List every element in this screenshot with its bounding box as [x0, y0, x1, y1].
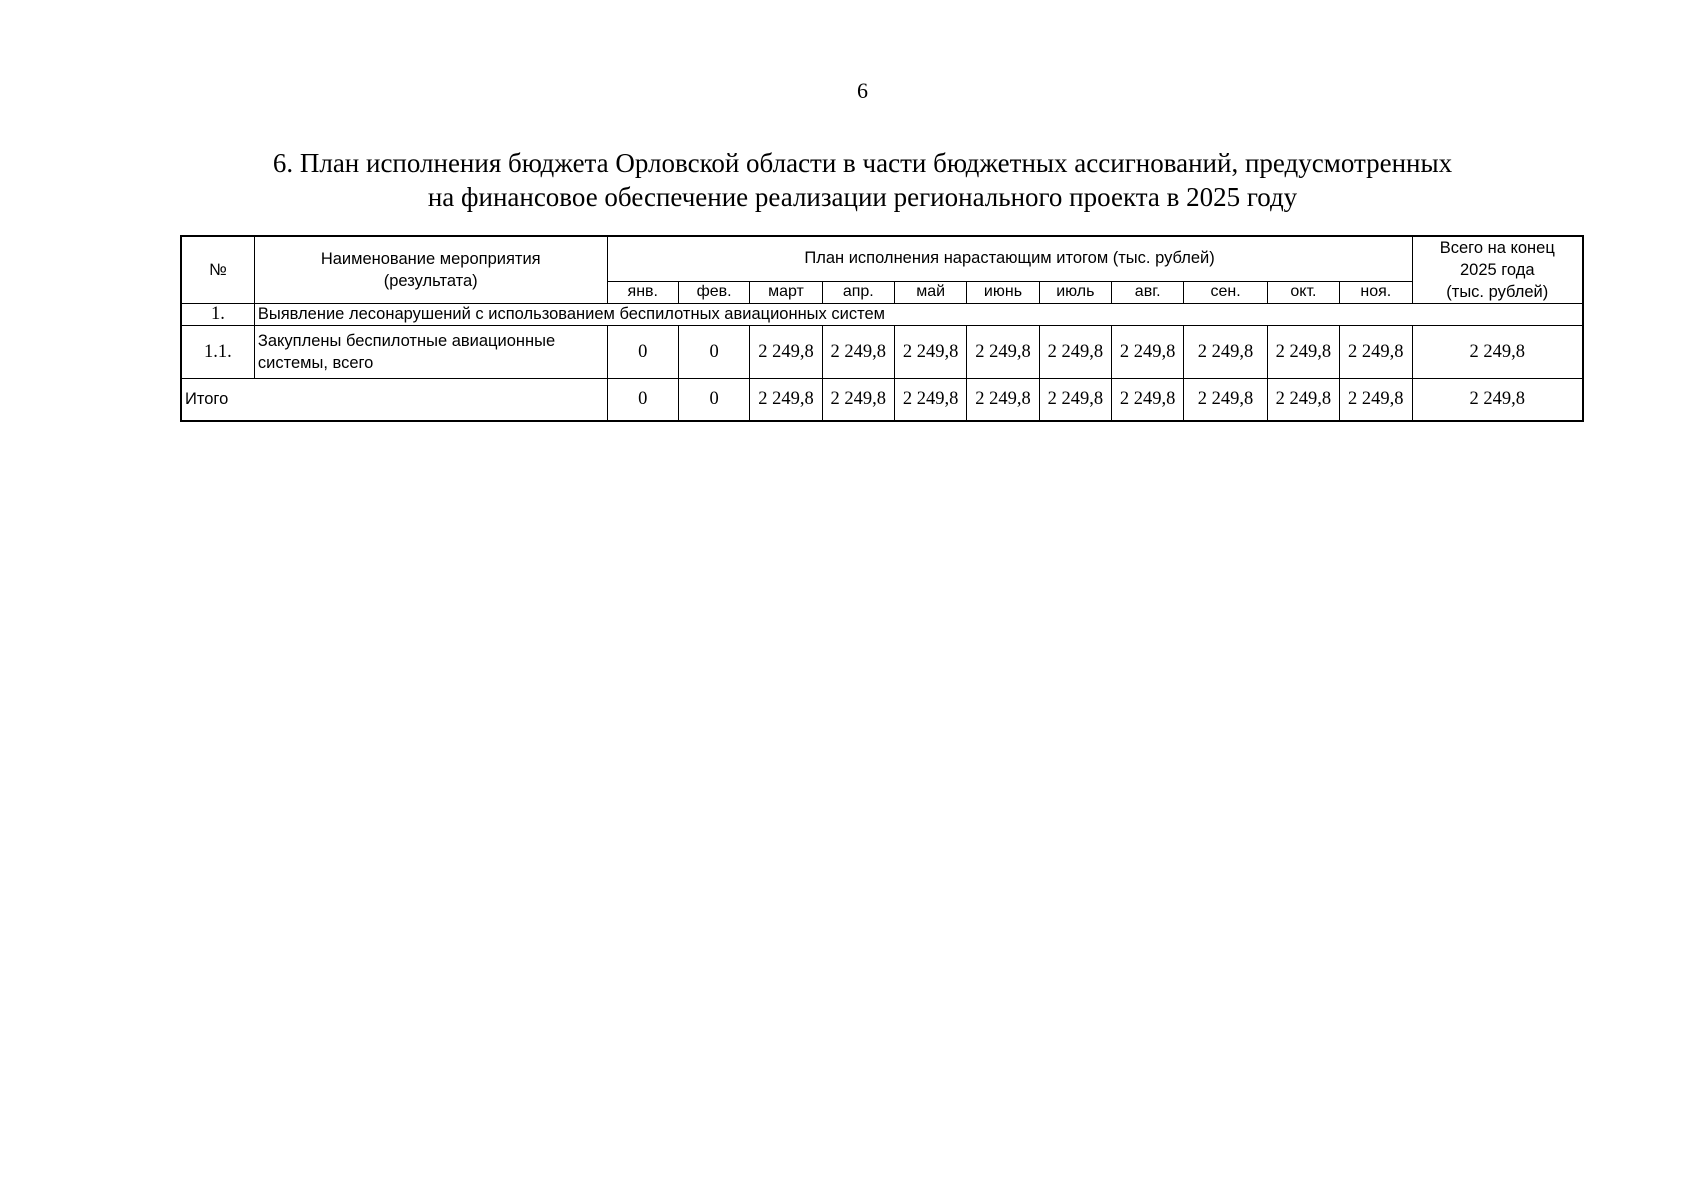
- item-value: 2 249,8: [894, 326, 966, 379]
- header-row: [181, 236, 1583, 281]
- header-total-line-1: Всего на конец: [1439, 239, 1555, 257]
- page-number: 6: [857, 78, 868, 103]
- header-name-line-2: (результата): [383, 272, 478, 290]
- item-value: 2 249,8: [1112, 326, 1184, 379]
- month-header: май: [894, 281, 966, 303]
- item-value: 2 249,8: [1340, 326, 1412, 379]
- header-name-line-1: Наименование мероприятия: [320, 250, 541, 268]
- item-value: 2 249,8: [1267, 326, 1339, 379]
- month-header: авг.: [1112, 281, 1184, 303]
- month-header: янв.: [607, 281, 678, 303]
- header-total-line-3: (тыс. рублей): [1446, 283, 1549, 301]
- item-value: 0: [678, 326, 749, 379]
- item-value: 2 249,8: [967, 326, 1039, 379]
- total-value: 2 249,8: [967, 379, 1039, 421]
- total-value: 2 249,8: [1267, 379, 1339, 421]
- month-header: сен.: [1184, 281, 1267, 303]
- total-label: Итого: [181, 379, 607, 421]
- month-header: ноя.: [1340, 281, 1412, 303]
- item-name: [254, 326, 607, 379]
- item-name-line-2: системы, всего: [257, 354, 374, 372]
- total-value: 0: [607, 379, 678, 421]
- month-header: июль: [1039, 281, 1111, 303]
- item-value: 0: [607, 326, 678, 379]
- month-header: фев.: [678, 281, 749, 303]
- header-no: №: [181, 236, 254, 304]
- total-value: 2 249,8: [1184, 379, 1267, 421]
- item-value: 2 249,8: [750, 326, 822, 379]
- document-title: [0, 146, 1701, 214]
- item-name-line-1: Закуплены беспилотные авиационные: [257, 332, 556, 350]
- total-row: [181, 379, 1583, 421]
- total-value: 2 249,8: [894, 379, 966, 421]
- month-header: март: [750, 281, 822, 303]
- section-no: 1.: [181, 304, 254, 326]
- title-line-1: 6. План исполнения бюджета Орловской области в части бюджетных ассигнований, предусмотренных: [272, 148, 1453, 178]
- header-plan: План исполнения нарастающим итогом (тыс. рублей): [607, 236, 1412, 281]
- item-row: [181, 326, 1583, 379]
- item-total: 2 249,8: [1412, 326, 1583, 379]
- section-row: [181, 304, 1583, 326]
- header-name: [254, 236, 607, 304]
- month-header: окт.: [1267, 281, 1339, 303]
- month-header: июнь: [967, 281, 1039, 303]
- grand-total: 2 249,8: [1412, 379, 1583, 421]
- section-name: Выявление лесонарушений с использованием беспилотных авиационных систем: [254, 304, 1583, 326]
- item-value: 2 249,8: [822, 326, 894, 379]
- total-value: 2 249,8: [1039, 379, 1111, 421]
- item-value: 2 249,8: [1184, 326, 1267, 379]
- total-value: 2 249,8: [750, 379, 822, 421]
- total-value: 2 249,8: [1340, 379, 1412, 421]
- item-no: 1.1.: [181, 326, 254, 379]
- header-total: [1412, 236, 1583, 304]
- title-line-2: на финансовое обеспечение реализации регионального проекта в 2025 году: [427, 182, 1298, 212]
- month-header: апр.: [822, 281, 894, 303]
- total-value: 2 249,8: [822, 379, 894, 421]
- budget-plan-table: [180, 235, 1584, 422]
- total-value: 0: [678, 379, 749, 421]
- item-value: 2 249,8: [1039, 326, 1111, 379]
- total-value: 2 249,8: [1112, 379, 1184, 421]
- header-total-line-2: 2025 года: [1459, 261, 1535, 279]
